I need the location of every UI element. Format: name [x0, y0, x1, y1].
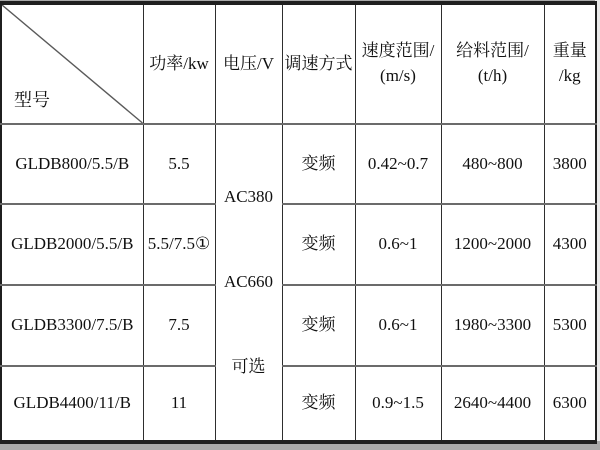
table-row: [1, 124, 596, 204]
table-row: [1, 285, 596, 367]
spec-table: [0, 1, 597, 444]
speed-mode-cell: [282, 366, 355, 442]
header-speed-mode-label: 调速方式: [284, 53, 353, 73]
header-cell-speed-range: [355, 3, 441, 124]
speed-mode-value: 变频: [301, 315, 336, 335]
table-row: [1, 366, 596, 442]
model-cell: [1, 124, 143, 204]
speed-mode-cell: [282, 124, 355, 204]
power-value: 7.5: [168, 315, 190, 335]
model-cell: [1, 204, 143, 285]
header-row: [1, 3, 596, 124]
speed-mode-cell: [282, 285, 355, 367]
feed-range-value: 480~800: [462, 153, 523, 173]
feed-range-value: 2640~4400: [453, 393, 532, 413]
power-value: 5.5: [168, 153, 190, 173]
speed-mode-cell: [282, 204, 355, 285]
speed-mode-value: 变频: [301, 153, 336, 173]
feed-range-cell: [441, 366, 544, 442]
speed-mode-value: 变频: [301, 393, 336, 413]
voltage-option: AC380: [223, 187, 274, 207]
model-value: GLDB4400/11/B: [13, 393, 131, 413]
speed-range-value: 0.9~1.5: [372, 393, 424, 413]
header-cell-voltage: [215, 3, 282, 124]
header-power-label: 功率/kw: [149, 53, 209, 73]
weight-value: 4300: [552, 233, 587, 253]
speed-range-value: 0.6~1: [378, 315, 418, 335]
feed-range-value: 1980~3300: [453, 315, 532, 335]
header-cell-weight: [544, 3, 596, 124]
weight-value: 3800: [552, 153, 587, 173]
voltage-merged-cell: [215, 124, 282, 442]
header-speed-range-line2: (m/s): [380, 66, 416, 85]
voltage-option: 可选: [231, 357, 266, 377]
header-voltage-label: 电压/V: [223, 53, 274, 73]
feed-range-cell: [441, 285, 544, 367]
feed-range-cell: [441, 124, 544, 204]
header-cell-power: [143, 3, 215, 124]
power-value: 5.5/7.5①: [147, 233, 211, 253]
header-cell-model: [1, 3, 143, 124]
header-model-label: 型号: [14, 89, 50, 110]
weight-cell: [544, 124, 596, 204]
weight-cell: [544, 204, 596, 285]
feed-range-value: 1200~2000: [453, 233, 532, 253]
feed-range-cell: [441, 204, 544, 285]
model-cell: [1, 285, 143, 367]
model-value: GLDB2000/5.5/B: [11, 233, 134, 253]
speed-range-cell: [355, 366, 441, 442]
header-speed-range-line1: 速度范围/: [361, 41, 435, 61]
weight-cell: [544, 366, 596, 442]
speed-range-cell: [355, 204, 441, 285]
power-value: 11: [170, 393, 188, 413]
power-cell: [143, 285, 215, 367]
model-value: GLDB3300/7.5/B: [11, 315, 134, 335]
header-feed-range-line1: 给料范围/: [456, 41, 529, 61]
power-cell: [143, 366, 215, 442]
weight-cell: [544, 285, 596, 367]
speed-range-value: 0.42~0.7: [367, 153, 429, 173]
header-weight-line1: 重量: [552, 41, 587, 61]
header-cell-feed-range: [441, 3, 544, 124]
speed-mode-value: 变频: [301, 233, 336, 253]
header-cell-speed-mode: [282, 3, 355, 124]
header-feed-range-line2: (t/h): [477, 66, 508, 85]
voltage-option: AC660: [223, 272, 274, 292]
power-cell: [143, 124, 215, 204]
model-value: GLDB800/5.5/B: [15, 153, 130, 173]
speed-range-value: 0.6~1: [378, 233, 418, 253]
weight-value: 6300: [552, 393, 587, 413]
model-cell: [1, 366, 143, 442]
table-row: [1, 204, 596, 285]
speed-range-cell: [355, 285, 441, 367]
power-cell: [143, 204, 215, 285]
weight-value: 5300: [552, 315, 587, 335]
voltage-options: [216, 125, 282, 440]
speed-range-cell: [355, 124, 441, 204]
header-weight-line2: /kg: [558, 66, 581, 85]
